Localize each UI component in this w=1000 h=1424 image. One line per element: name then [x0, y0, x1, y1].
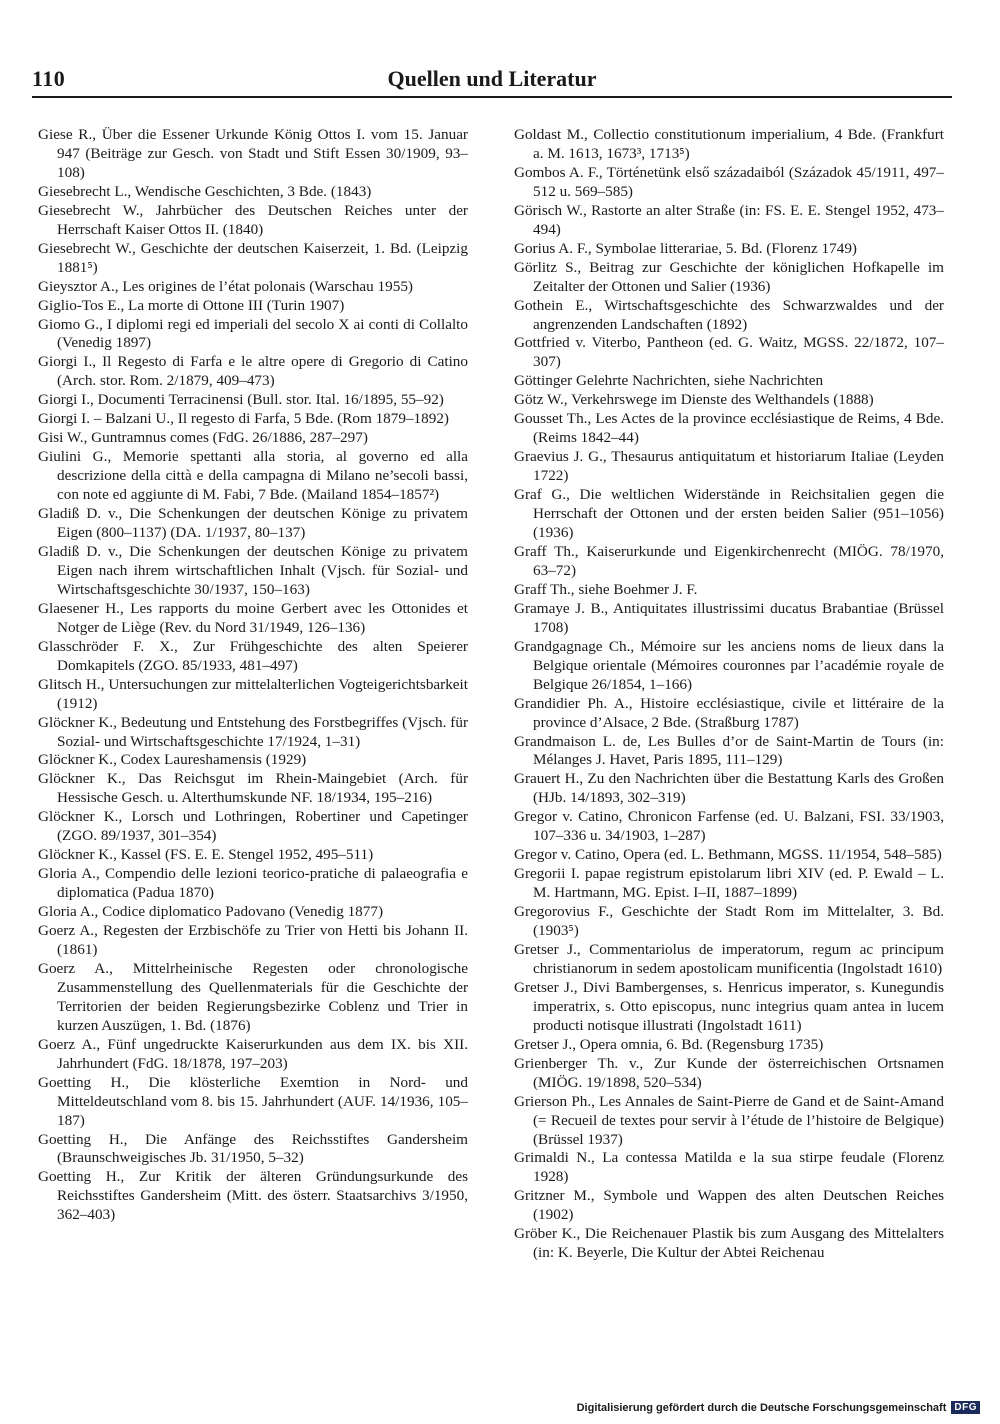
- bibliography-entry: Giesebrecht L., Wendische Geschichten, 3 Bde. (1843): [38, 182, 372, 200]
- bibliography-entry: Glöckner K., Kassel (FS. E. E. Stengel 1952, 495–511): [38, 846, 374, 864]
- bibliography-entry: Grandidier Ph. A., Histoire ecclésiastique, civile et littéraire de la province d’Alsace, 2 Bde. (Straßburg 1787): [514, 694, 944, 731]
- bibliography-entry: Gladiß D. v., Die Schenkungen der deutschen Könige zu privatem Eigen (800–1137) (DA. 1/1937, 80–137): [38, 505, 468, 542]
- bibliography-entry: Graf G., Die weltlichen Widerstände in Reichsitalien gegen die Herrschaft der Ottonen und der ersten beiden Salier (951–1056) (1936): [514, 486, 944, 542]
- bibliography-entry: Giesebrecht W., Jahrbücher des Deutschen Reiches unter der Herrschaft Kaiser Ottos II. (1840): [38, 201, 468, 238]
- bibliography-entry: Gregor v. Catino, Chronicon Farfense (ed. U. Balzani, FSI. 33/1903, 107–336 u. 34/1903, 1–287): [514, 808, 944, 845]
- bibliography-entry: Giorgi I. – Balzani U., Il regesto di Farfa, 5 Bde. (Rom 1879–1892): [38, 410, 449, 428]
- bibliography-entry: Göttinger Gelehrte Nachrichten, siehe Nachrichten: [514, 372, 824, 390]
- credit-text: Digitalisierung gefördert durch die Deutsche Forschungsgemeinschaft: [576, 1401, 947, 1414]
- bibliography-entry: Glöckner K., Das Reichsgut im Rhein-Maingebiet (Arch. für Hessische Gesch. u. Alterthumskunde NF. 18/1934, 195–216): [38, 770, 468, 807]
- bibliography-entry: Görisch W., Rastorte an alter Straße (in: FS. E. E. Stengel 1952, 473–494): [514, 201, 944, 238]
- bibliography-entry: Gregorovius F., Geschichte der Stadt Rom im Mittelalter, 3. Bd. (1903⁵): [514, 903, 944, 940]
- bibliography-entry: Gladiß D. v., Die Schenkungen der deutschen Könige zu privatem Eigen nach ihrem wirtschaftlichen Inhalt (Vjsch. für Sozial- und Wirtschaftsgeschichte 30/1937, 150–163): [38, 542, 468, 598]
- bibliography-entry: Grierson Ph., Les Annales de Saint-Pierre de Gand et de Saint-Amand (= Recueil de textes pour servir à l’étude de l’histoire de Belgique) (Brüssel 1937): [514, 1092, 944, 1148]
- bibliography-entry: Gisi W., Guntramnus comes (FdG. 26/1886, 287–297): [38, 429, 368, 447]
- bibliography-entry: Glaesener H., Les rapports du moine Gerbert avec les Ottonides et Notger de Liège (Rev. du Nord 31/1949, 126–136): [38, 599, 468, 636]
- bibliography-entry: Graff Th., siehe Boehmer J. F.: [514, 580, 698, 598]
- bibliography-entry: Gretser J., Commentariolus de imperatorum, regum ac principum christianorum in sedem apostolicam munificentia (Ingolstadt 1610): [514, 940, 944, 977]
- bibliography-entry: Glöckner K., Bedeutung und Entstehung des Forstbegriffes (Vjsch. für Sozial- und Wirtschaftsgeschichte 17/1924, 1–31): [38, 713, 468, 750]
- bibliography-left-column: [38, 126, 468, 1225]
- bibliography-entry: Grandgagnage Ch., Mémoire sur les anciens noms de lieux dans la Belgique orientale (Mémoires couronnes par l’académie royale de Belgique 26/1854, 1–166): [514, 637, 944, 693]
- bibliography-entry: Gloria A., Codice diplomatico Padovano (Venedig 1877): [38, 903, 384, 921]
- bibliography-entry: Goetting H., Die klösterliche Exemtion in Nord- und Mitteldeutschland vom 8. bis 15. Jahrhundert (AUF. 14/1936, 105–187): [38, 1073, 468, 1129]
- bibliography-entry: Giomo G., I diplomi regi ed imperiali del secolo X ai conti di Collalto (Venedig 1897): [38, 315, 468, 352]
- bibliography-entry: Gregor v. Catino, Opera (ed. L. Bethmann, MGSS. 11/1954, 548–585): [514, 846, 942, 864]
- bibliography-entry: Glasschröder F. X., Zur Frühgeschichte des alten Speierer Domkapitels (ZGO. 85/1933, 481–497): [38, 637, 468, 674]
- bibliography-entry: Gritzner M., Symbole und Wappen des alten Deutschen Reiches (1902): [514, 1187, 944, 1224]
- bibliography-entry: Gombos A. F., Történetünk első századaiból (Századok 45/1911, 497–512 u. 569–585): [514, 163, 944, 200]
- bibliography-entry: Goerz A., Fünf ungedruckte Kaiserurkunden aus dem IX. bis XII. Jahrhundert (FdG. 18/1878, 197–203): [38, 1035, 468, 1072]
- bibliography-entry: Görlitz S., Beitrag zur Geschichte der königlichen Hofkapelle im Zeitalter der Ottonen und Salier (1936): [514, 258, 944, 295]
- page-number: 110: [32, 66, 66, 91]
- bibliography-entry: Goerz A., Regesten der Erzbischöfe zu Trier von Hetti bis Johann II. (1861): [38, 922, 468, 958]
- dfg-logo-icon: DFG: [951, 1401, 980, 1414]
- bibliography-entry: Graevius J. G., Thesaurus antiquitatum et historiarum Italiae (Leyden 1722): [514, 448, 944, 485]
- bibliography-entry: Gregorii I. papae registrum epistolarum libri XIV (ed. P. Ewald – L. M. Hartmann, MG. Epist. I–II, 1887–1899): [514, 865, 944, 902]
- bibliography-entry: Grauert H., Zu den Nachrichten über die Bestattung Karls des Großen (HJb. 14/1893, 302–319): [514, 770, 944, 807]
- bibliography-entry: Gramaye J. B., Antiquitates illustrissimi ducatus Brabantiae (Brüssel 1708): [514, 599, 944, 636]
- bibliography-entry: Gottfried v. Viterbo, Pantheon (ed. G. Waitz, MGSS. 22/1872, 107–307): [514, 334, 944, 371]
- bibliography-entry: Goetting H., Zur Kritik der älteren Gründungsurkunde des Reichsstiftes Gandersheim (Mitt. des österr. Staatsarchivs 3/1950, 362–403): [38, 1168, 468, 1224]
- bibliography-entry: Glöckner K., Lorsch und Lothringen, Robertiner und Capetinger (ZGO. 89/1937, 301–354): [38, 808, 468, 845]
- bibliography-entry: Gröber K., Die Reichenauer Plastik bis zum Ausgang des Mittelalters (in: K. Beyerle, Die Kultur der Abtei Reichenau: [514, 1225, 944, 1262]
- bibliography-entry: Gretser J., Opera omnia, 6. Bd. (Regensburg 1735): [514, 1035, 824, 1053]
- bibliography-entry: Gieysztor A., Les origines de l’état polonais (Warschau 1955): [38, 277, 413, 295]
- running-title: Quellen und Literatur: [387, 66, 597, 91]
- bibliography-entry: Gothein E., Wirtschaftsgeschichte des Schwarzwaldes und der angrenzenden Landschaften (1892): [514, 296, 944, 333]
- bibliography-entry: Giesebrecht W., Geschichte der deutschen Kaiserzeit, 1. Bd. (Leipzig 1881⁵): [38, 239, 468, 276]
- bibliography-entry: Gretser J., Divi Bambergenses, s. Henricus imperator, s. Kunegundis imperatrix, s. Otto episcopus, nunc integrius quam antea in lucem producti notisque illustrati (Ingolstadt 1611): [514, 978, 944, 1034]
- page-header: [32, 66, 952, 98]
- bibliography-entry: Giese R., Über die Essener Urkunde König Ottos I. vom 15. Januar 947 (Beiträge zur Gesch. von Stadt und Stift Essen 30/1909, 93–108): [38, 126, 468, 181]
- bibliography-entry: Glitsch H., Untersuchungen zur mittelalterlichen Vogteigerichtsbarkeit (1912): [38, 675, 468, 712]
- bibliography-entry: Giorgi I., Documenti Terracinensi (Bull. stor. Ital. 16/1895, 55–92): [38, 391, 444, 409]
- bibliography-entry: Grimaldi N., La contessa Matilda e la sua stirpe feudale (Florenz 1928): [514, 1149, 944, 1186]
- bibliography-entry: Goetting H., Die Anfänge des Reichsstiftes Gandersheim (Braunschweigisches Jb. 31/1950, 5–32): [38, 1130, 468, 1167]
- bibliography-entry: Graff Th., Kaiserurkunde und Eigenkirchenrecht (MIÖG. 78/1970, 63–72): [514, 542, 944, 579]
- bibliography-entry: Gloria A., Compendio delle lezioni teorico-pratiche di palaeografia e diplomatica (Padua 1870): [38, 865, 468, 902]
- bibliography-entry: Gousset Th., Les Actes de la province ecclésiastique de Reims, 4 Bde. (Reims 1842–44): [514, 410, 944, 447]
- bibliography-right-column: [514, 126, 944, 1263]
- bibliography-entry: Grandmaison L. de, Les Bulles d’or de Saint-Martin de Tours (in: Mélanges J. Havet, Paris 1895, 111–129): [514, 732, 944, 769]
- bibliography-entry: Giulini G., Memorie spettanti alla storia, al governo ed alla descrizione della città e della campagna di Milano ne’secoli bassi, con note ed aggiunte di M. Fabi, 7 Bde. (Mailand 1854–1857²): [38, 448, 468, 504]
- bibliography-entry: Giorgi I., Il Regesto di Farfa e le altre opere di Gregorio di Catino (Arch. stor. Rom. 2/1879, 409–473): [38, 353, 468, 390]
- digitization-credit: [577, 1401, 980, 1414]
- bibliography-entry: Goerz A., Mittelrheinische Regesten oder chronologische Zusammenstellung des Quellenmaterials für die Geschichte der Territorien der beiden Regierungsbezirke Coblenz und Trier in kurzen Auszügen, 1. Bd. (1876): [38, 959, 468, 1034]
- bibliography-entry: Grienberger Th. v., Zur Kunde der österreichischen Ortsnamen (MIÖG. 19/1898, 520–534): [514, 1054, 944, 1091]
- bibliography-entry: Giglio-Tos E., La morte di Ottone III (Turin 1907): [38, 296, 345, 314]
- bibliography-entry: Goldast M., Collectio constitutionum imperialium, 4 Bde. (Frankfurt a. M. 1613, 1673³, 1713⁵): [514, 126, 944, 162]
- bibliography-entry: Gorius A. F., Symbolae litterariae, 5. Bd. (Florenz 1749): [514, 239, 857, 257]
- bibliography-entry: Götz W., Verkehrswege im Dienste des Welthandels (1888): [514, 391, 874, 409]
- bibliography-entry: Glöckner K., Codex Laureshamensis (1929): [38, 751, 307, 769]
